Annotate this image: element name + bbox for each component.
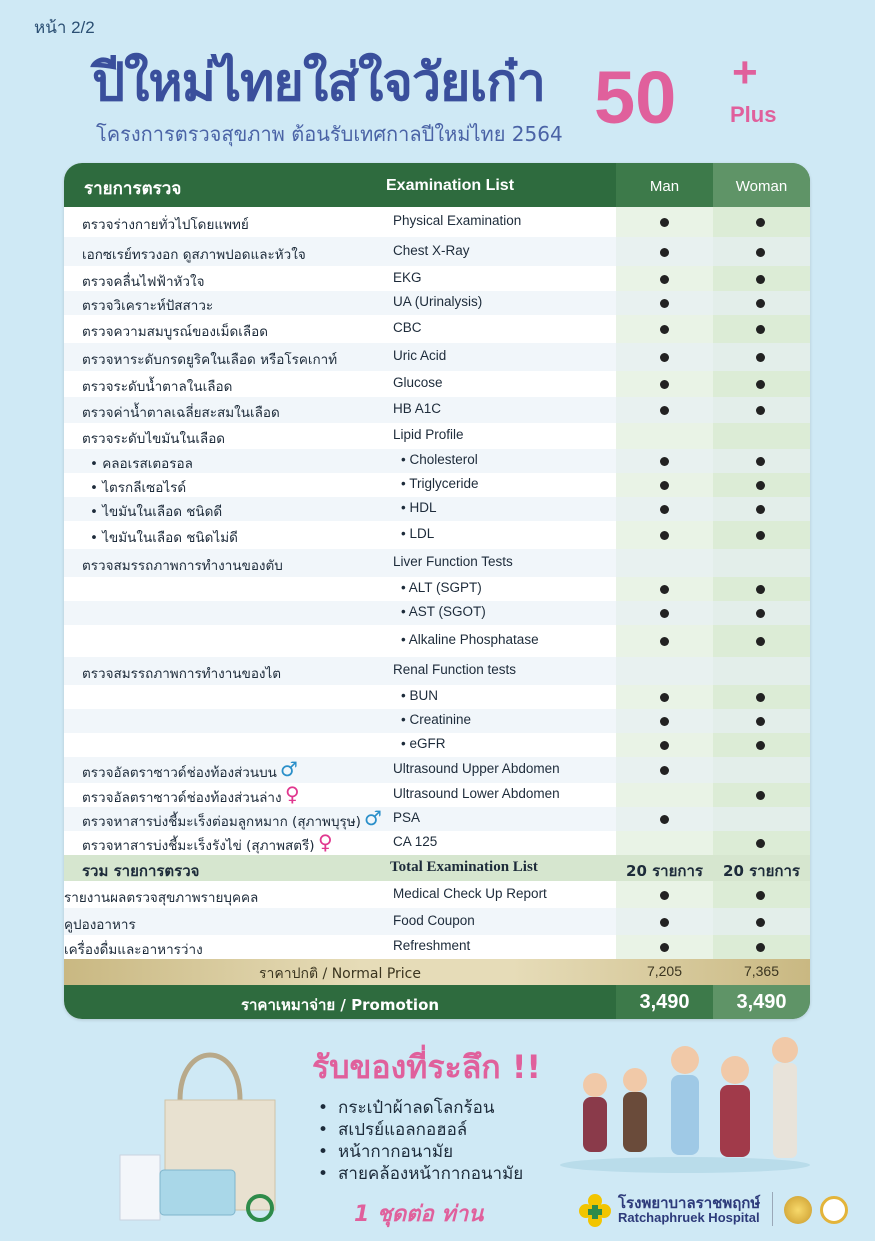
table-row: [64, 625, 810, 657]
row-thai-label: ตรวจสมรรถภาพการทำงานของตับ: [82, 558, 283, 574]
table-row: [64, 807, 810, 831]
row-thai-label: ตรวจระดับไขมันในเลือด: [82, 431, 226, 447]
woman-included-dot: [756, 218, 765, 227]
page-title: ปีใหม่ไทยใส่ใจวัยเก๋า: [92, 53, 545, 113]
table-row: [64, 657, 810, 685]
row-thai-label: • คลอเรสเตอรอล: [90, 456, 193, 472]
man-included-dot: [660, 693, 669, 702]
man-included-dot: [660, 585, 669, 594]
table-row: [64, 783, 810, 807]
row-english-label: Food Coupon: [393, 913, 475, 928]
person-body: [623, 1092, 647, 1152]
gifts-list: [318, 1097, 523, 1185]
woman-included-dot: [756, 481, 765, 490]
row-english-label: Ultrasound Upper Abdomen: [393, 761, 560, 776]
row-thai-label: ตรวจหาสารบ่งชี้มะเร็งต่อมลูกหมาก (สุภาพบุรุษ): [82, 814, 361, 830]
row-english-label: Chest X-Ray: [393, 243, 470, 258]
gift-item: • กระเป๋าผ้าลดโลกร้อน: [318, 1097, 523, 1119]
woman-included-dot: [756, 531, 765, 540]
row-thai-label: ตรวจค่าน้ำตาลเฉลี่ยสะสมในเลือด: [82, 405, 280, 421]
person-body: [773, 1063, 797, 1158]
row-thai-label: • ไขมันในเลือด ชนิดดี: [90, 504, 223, 520]
man-included-dot: [660, 275, 669, 284]
female-symbol-icon: ♀: [285, 782, 300, 806]
row-english-label: PSA: [393, 810, 421, 825]
ground-shadow: [560, 1157, 810, 1173]
man-included-dot: [660, 531, 669, 540]
row-thai-label: ตรวจหาระดับกรดยูริคในเลือด หรือโรคเกาท์: [82, 352, 338, 368]
woman-included-dot: [756, 637, 765, 646]
badge-plus-word: Plus: [730, 102, 777, 127]
promotion-man: 3,490: [616, 985, 713, 1019]
man-included-dot: [660, 380, 669, 389]
woman-included-dot: [756, 248, 765, 257]
woman-included-dot: [756, 891, 765, 900]
row-english-label: UA (Urinalysis): [393, 294, 483, 309]
row-english-label: Ultrasound Lower Abdomen: [393, 786, 560, 801]
row-thai-label: ตรวจร่างกายทั่วไปโดยแพทย์: [82, 217, 249, 233]
page-number: หน้า 2/2: [34, 18, 95, 37]
table-row: [64, 733, 810, 757]
age-badge: [594, 48, 794, 148]
person-head: [772, 1037, 798, 1063]
man-included-dot: [660, 918, 669, 927]
man-included-dot: [660, 717, 669, 726]
header-man: Man: [616, 163, 713, 207]
row-thai-label: คูปองอาหาร: [64, 917, 136, 933]
exam-table: [64, 163, 810, 1019]
row-english-label: CBC: [393, 320, 422, 335]
mask-box: [120, 1155, 160, 1220]
woman-included-dot: [756, 299, 765, 308]
man-included-dot: [660, 299, 669, 308]
row-english-label: • BUN: [401, 688, 438, 703]
row-english-label: Liver Function Tests: [393, 554, 513, 569]
woman-included-dot: [756, 791, 765, 800]
table-row: [64, 423, 810, 449]
man-included-dot: [660, 891, 669, 900]
normal-price-man: 7,205: [646, 963, 683, 979]
man-included-dot: [660, 325, 669, 334]
normal-price-row: [64, 959, 810, 985]
row-thai-label: • ไตรกลีเซอไรด์: [90, 480, 187, 496]
man-included-dot: [660, 766, 669, 775]
row-english-label: • HDL: [401, 500, 437, 515]
table-row: [64, 881, 810, 908]
woman-included-dot: [756, 609, 765, 618]
row-thai-label: รายงานผลตรวจสุขภาพรายบุคคล: [64, 890, 259, 906]
woman-included-dot: [756, 325, 765, 334]
badge-number: 50: [594, 56, 677, 139]
hospital-name-english: Ratchaphruek Hospital: [618, 1210, 760, 1225]
total-man: 20 รายการ: [626, 862, 703, 880]
row-english-label: CA 125: [393, 834, 438, 849]
normal-price-label: ราคาปกติ / Normal Price: [259, 966, 421, 982]
table-row: [64, 397, 810, 423]
female-symbol-icon: ♀: [318, 830, 333, 854]
table-row: [64, 831, 810, 855]
row-english-label: • eGFR: [401, 736, 446, 751]
row-thai-label: ตรวจระดับน้ำตาลในเลือด: [82, 379, 233, 395]
row-english-label: • ALT (SGPT): [401, 580, 482, 595]
header-thai: รายการตรวจ: [84, 179, 182, 199]
table-row: [64, 207, 810, 237]
face-mask: [160, 1170, 235, 1215]
total-woman: 20 รายการ: [723, 862, 800, 880]
woman-included-dot: [756, 505, 765, 514]
table-row: [64, 497, 810, 521]
hospital-name-thai: โรงพยาบาลราชพฤกษ์: [618, 1194, 761, 1212]
row-thai-label: ตรวจอัลตราซาวด์ช่องท้องส่วนล่าง: [82, 790, 282, 806]
person-head: [671, 1046, 699, 1074]
row-english-label: • Triglyceride: [401, 476, 479, 491]
row-english-label: Physical Examination: [393, 213, 522, 228]
total-row: [64, 855, 810, 881]
man-included-dot: [660, 457, 669, 466]
woman-included-dot: [756, 275, 765, 284]
male-symbol-icon: ♂: [364, 806, 382, 830]
row-english-label: • Alkaline Phosphatase: [401, 632, 539, 647]
promotion-row: [64, 985, 810, 1019]
table-row: [64, 315, 810, 343]
woman-included-dot: [756, 839, 765, 848]
table-row: [64, 549, 810, 577]
row-thai-label: • ไขมันในเลือด ชนิดไม่ดี: [90, 530, 238, 546]
person-body: [671, 1075, 699, 1155]
row-thai-label: ตรวจหาสารบ่งชี้มะเร็งรังไข่ (สุภาพสตรี): [82, 838, 315, 854]
row-english-label: • LDL: [401, 526, 435, 541]
table-row: [64, 449, 810, 473]
row-english-label: Medical Check Up Report: [393, 886, 547, 901]
row-english-label: Uric Acid: [393, 348, 447, 363]
total-english: Total Examination List: [390, 859, 538, 875]
table-row: [64, 266, 810, 291]
table-row: [64, 709, 810, 733]
person-head: [623, 1068, 647, 1092]
table-row: [64, 291, 810, 315]
person-body: [720, 1085, 750, 1157]
table-row: [64, 237, 810, 266]
man-included-dot: [660, 353, 669, 362]
row-thai-label: ตรวจสมรรถภาพการทำงานของไต: [82, 666, 282, 682]
row-thai-label: เอกซเรย์ทรวงอก ดูสภาพปอดและหัวใจ: [82, 247, 306, 263]
table-row: [64, 371, 810, 397]
woman-included-dot: [756, 406, 765, 415]
man-included-dot: [660, 218, 669, 227]
table-row: [64, 601, 810, 625]
row-english-label: Refreshment: [393, 938, 471, 953]
row-english-label: • AST (SGOT): [401, 604, 486, 619]
gold-seal-icon: [784, 1196, 812, 1224]
woman-included-dot: [756, 585, 765, 594]
table-row: [64, 908, 810, 935]
table-row: [64, 343, 810, 371]
man-included-dot: [660, 741, 669, 750]
promotion-label: ราคาเหมาจ่าย / Promotion: [240, 996, 440, 1014]
table-row: [64, 577, 810, 601]
woman-included-dot: [756, 380, 765, 389]
gifts-title: รับของที่ระลึก !!: [312, 1048, 541, 1086]
table-row: [64, 935, 810, 959]
row-english-label: Glucose: [393, 375, 443, 390]
promotion-woman: 3,490: [713, 985, 810, 1019]
person-body: [583, 1097, 607, 1152]
row-english-label: • Cholesterol: [401, 452, 478, 467]
badge-plus-sign: +: [732, 48, 758, 97]
woman-included-dot: [756, 943, 765, 952]
row-english-label: HB A1C: [393, 401, 442, 416]
man-included-dot: [660, 406, 669, 415]
header-woman: Woman: [713, 163, 810, 207]
gift-item: • หน้ากากอนามัย: [318, 1141, 523, 1163]
table-row: [64, 757, 810, 783]
man-included-dot: [660, 637, 669, 646]
man-included-dot: [660, 609, 669, 618]
woman-included-dot: [756, 717, 765, 726]
person-head: [721, 1056, 749, 1084]
woman-included-dot: [756, 918, 765, 927]
bag-handle: [180, 1055, 240, 1100]
man-included-dot: [660, 505, 669, 514]
gifts-note: 1 ชุดต่อ ท่าน: [354, 1202, 484, 1227]
page-subtitle: โครงการตรวจสุขภาพ ต้อนรับเทศกาลปีใหม่ไทย 2564: [96, 122, 563, 146]
gift-item: • สเปรย์แอลกอฮอล์: [318, 1119, 523, 1141]
normal-price-woman: 7,365: [743, 963, 780, 979]
hospital-logo-icon: [578, 1193, 612, 1227]
person-head: [583, 1073, 607, 1097]
row-english-label: EKG: [393, 270, 422, 285]
row-english-label: • Creatinine: [401, 712, 472, 727]
cross-horizontal: [588, 1209, 602, 1215]
man-included-dot: [660, 815, 669, 824]
table-row: [64, 473, 810, 497]
man-included-dot: [660, 943, 669, 952]
row-thai-label: ตรวจอัลตราซาวด์ช่องท้องส่วนบน: [82, 765, 277, 781]
woman-included-dot: [756, 457, 765, 466]
logo-divider: [772, 1192, 773, 1226]
male-symbol-icon: ♂: [280, 757, 298, 781]
man-included-dot: [660, 248, 669, 257]
row-thai-label: ตรวจคลื่นไฟฟ้าหัวใจ: [82, 274, 205, 290]
woman-included-dot: [756, 741, 765, 750]
accreditation-seal-icon: [820, 1196, 848, 1224]
table-row: [64, 685, 810, 709]
man-included-dot: [660, 481, 669, 490]
row-thai-label: ตรวจวิเคราะห์ปัสสาวะ: [82, 298, 214, 314]
elderly-people-illustration: [555, 1025, 815, 1175]
row-thai-label: เครื่องดื่มและอาหารว่าง: [64, 942, 203, 958]
gift-item: • สายคล้องหน้ากากอนามัย: [318, 1163, 523, 1185]
woman-included-dot: [756, 693, 765, 702]
row-thai-label: ตรวจความสมบูรณ์ของเม็ดเลือด: [82, 324, 269, 340]
row-english-label: Lipid Profile: [393, 427, 464, 442]
total-thai: รวม รายการตรวจ: [82, 862, 200, 880]
woman-included-dot: [756, 353, 765, 362]
row-english-label: Renal Function tests: [393, 662, 517, 677]
header-english: Examination List: [386, 177, 515, 194]
table-row: [64, 521, 810, 549]
tote-bag-illustration: [110, 1030, 310, 1230]
